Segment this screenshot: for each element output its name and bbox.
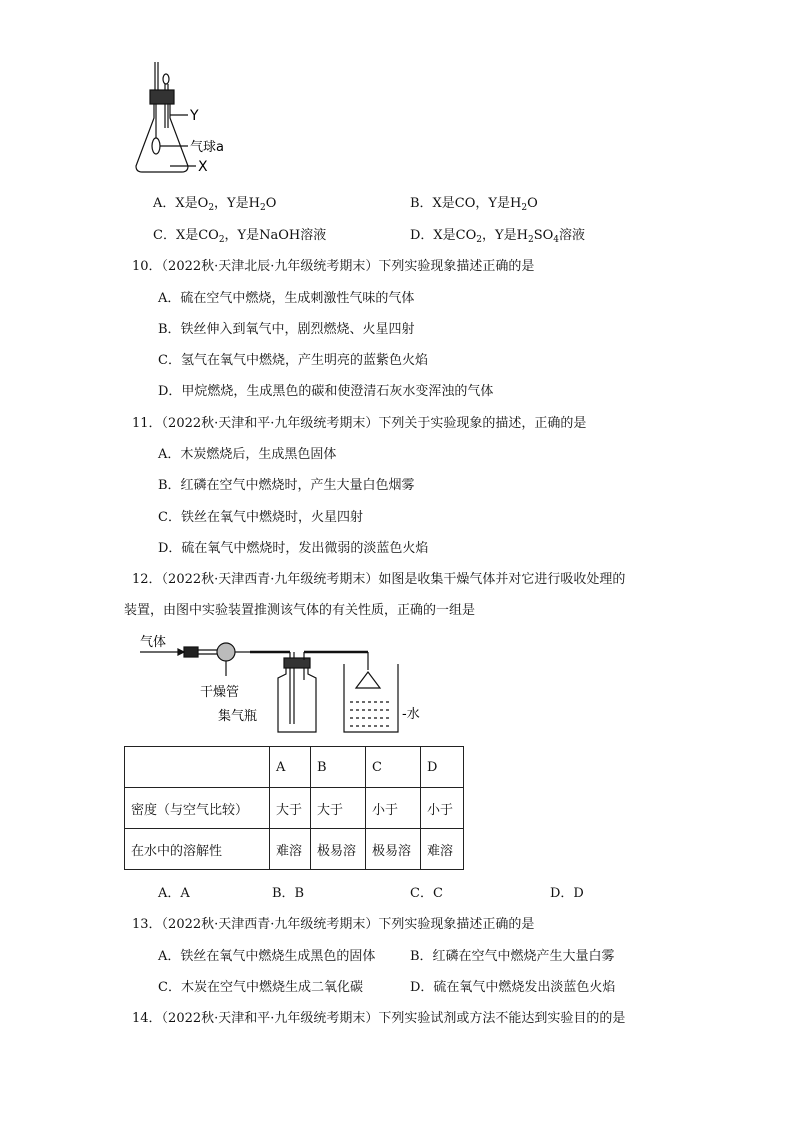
q9-option-d: D．X是$CO_2$，Y是$H_2SO_4$溶液 [410, 228, 586, 245]
q12-stem-line2: 装置，由图中实验装置推测该气体的有关性质，正确的一组是 [124, 603, 476, 618]
q11-option-c: C．铁丝在氧气中燃烧时，火星四射 [158, 510, 363, 525]
flask-balloon-figure [130, 58, 240, 183]
q13-option-d: D．硫在氧气中燃烧发出淡蓝色火焰 [410, 980, 616, 995]
q10-stem: 10．（2022秋·天津北辰·九年级统考期末）下列实验现象描述正确的是 [132, 259, 535, 274]
q11-option-d: D．硫在氧气中燃烧时，发出微弱的淡蓝色火焰 [158, 541, 429, 556]
q14-stem: 14．（2022秋·天津和平·九年级统考期末）下列实验试剂或方法不能达到实验目的的是 [132, 1011, 626, 1026]
label-water: -水 [402, 707, 420, 722]
q12-option-b: B．B [272, 886, 305, 901]
gas-collection-apparatus [138, 630, 438, 738]
q10-option-c: C．氢气在氧气中燃烧，产生明亮的蓝紫色火焰 [158, 353, 428, 368]
q12-option-c: C．C [410, 886, 443, 901]
q11-option-b: B．红磷在空气中燃烧时，产生大量白色烟雾 [158, 478, 415, 493]
q9-option-a: A．X是$O_2$，Y是$H_2O$ [153, 196, 277, 213]
table-header-row: A B C D [125, 747, 464, 788]
q10-option-b: B．铁丝伸入到氧气中，剧烈燃烧、火星四射 [158, 322, 415, 337]
label-gas-bottle: 集气瓶 [218, 709, 258, 724]
table-row: 密度（与空气比较） 大于 大于 小于 小于 [125, 788, 464, 829]
q10-option-a: A．硫在空气中燃烧，生成刺激性气味的气体 [158, 291, 415, 306]
q13-option-b: B．红磷在空气中燃烧产生大量白雾 [410, 949, 615, 964]
label-y: Y [190, 108, 199, 124]
label-drying-tube: 干燥管 [200, 685, 240, 700]
q12-stem-line1: 12．（2022秋·天津西青·九年级统考期末）如图是收集干燥气体并对它进行吸收处理的 [132, 572, 626, 587]
q13-option-a: A．铁丝在氧气中燃烧生成黑色的固体 [158, 949, 376, 964]
q11-stem: 11．（2022秋·天津和平·九年级统考期末）下列关于实验现象的描述，正确的是 [132, 416, 587, 431]
label-x: X [198, 159, 208, 175]
q9-option-b: B．X是CO，Y是$H_2O$ [410, 196, 538, 213]
table-row: 在水中的溶解性 难溶 极易溶 极易溶 难溶 [125, 829, 464, 870]
q10-option-d: D．甲烷燃烧，生成黑色的碳和使澄清石灰水变浑浊的气体 [158, 384, 494, 399]
label-gas: 气体 [140, 635, 167, 650]
q11-option-a: A．木炭燃烧后，生成黑色固体 [158, 447, 337, 462]
q9-option-c: C．X是$CO_2$，Y是NaOH溶液 [153, 228, 327, 245]
q13-stem: 13．（2022秋·天津西青·九年级统考期末）下列实验现象描述正确的是 [132, 917, 535, 932]
q12-option-a: A．A [158, 886, 190, 901]
q12-property-table [124, 746, 464, 870]
q12-option-d: D．D [550, 886, 584, 901]
label-balloon-a: 气球a [190, 140, 224, 155]
q13-option-c: C．木炭在空气中燃烧生成二氧化碳 [158, 980, 363, 995]
